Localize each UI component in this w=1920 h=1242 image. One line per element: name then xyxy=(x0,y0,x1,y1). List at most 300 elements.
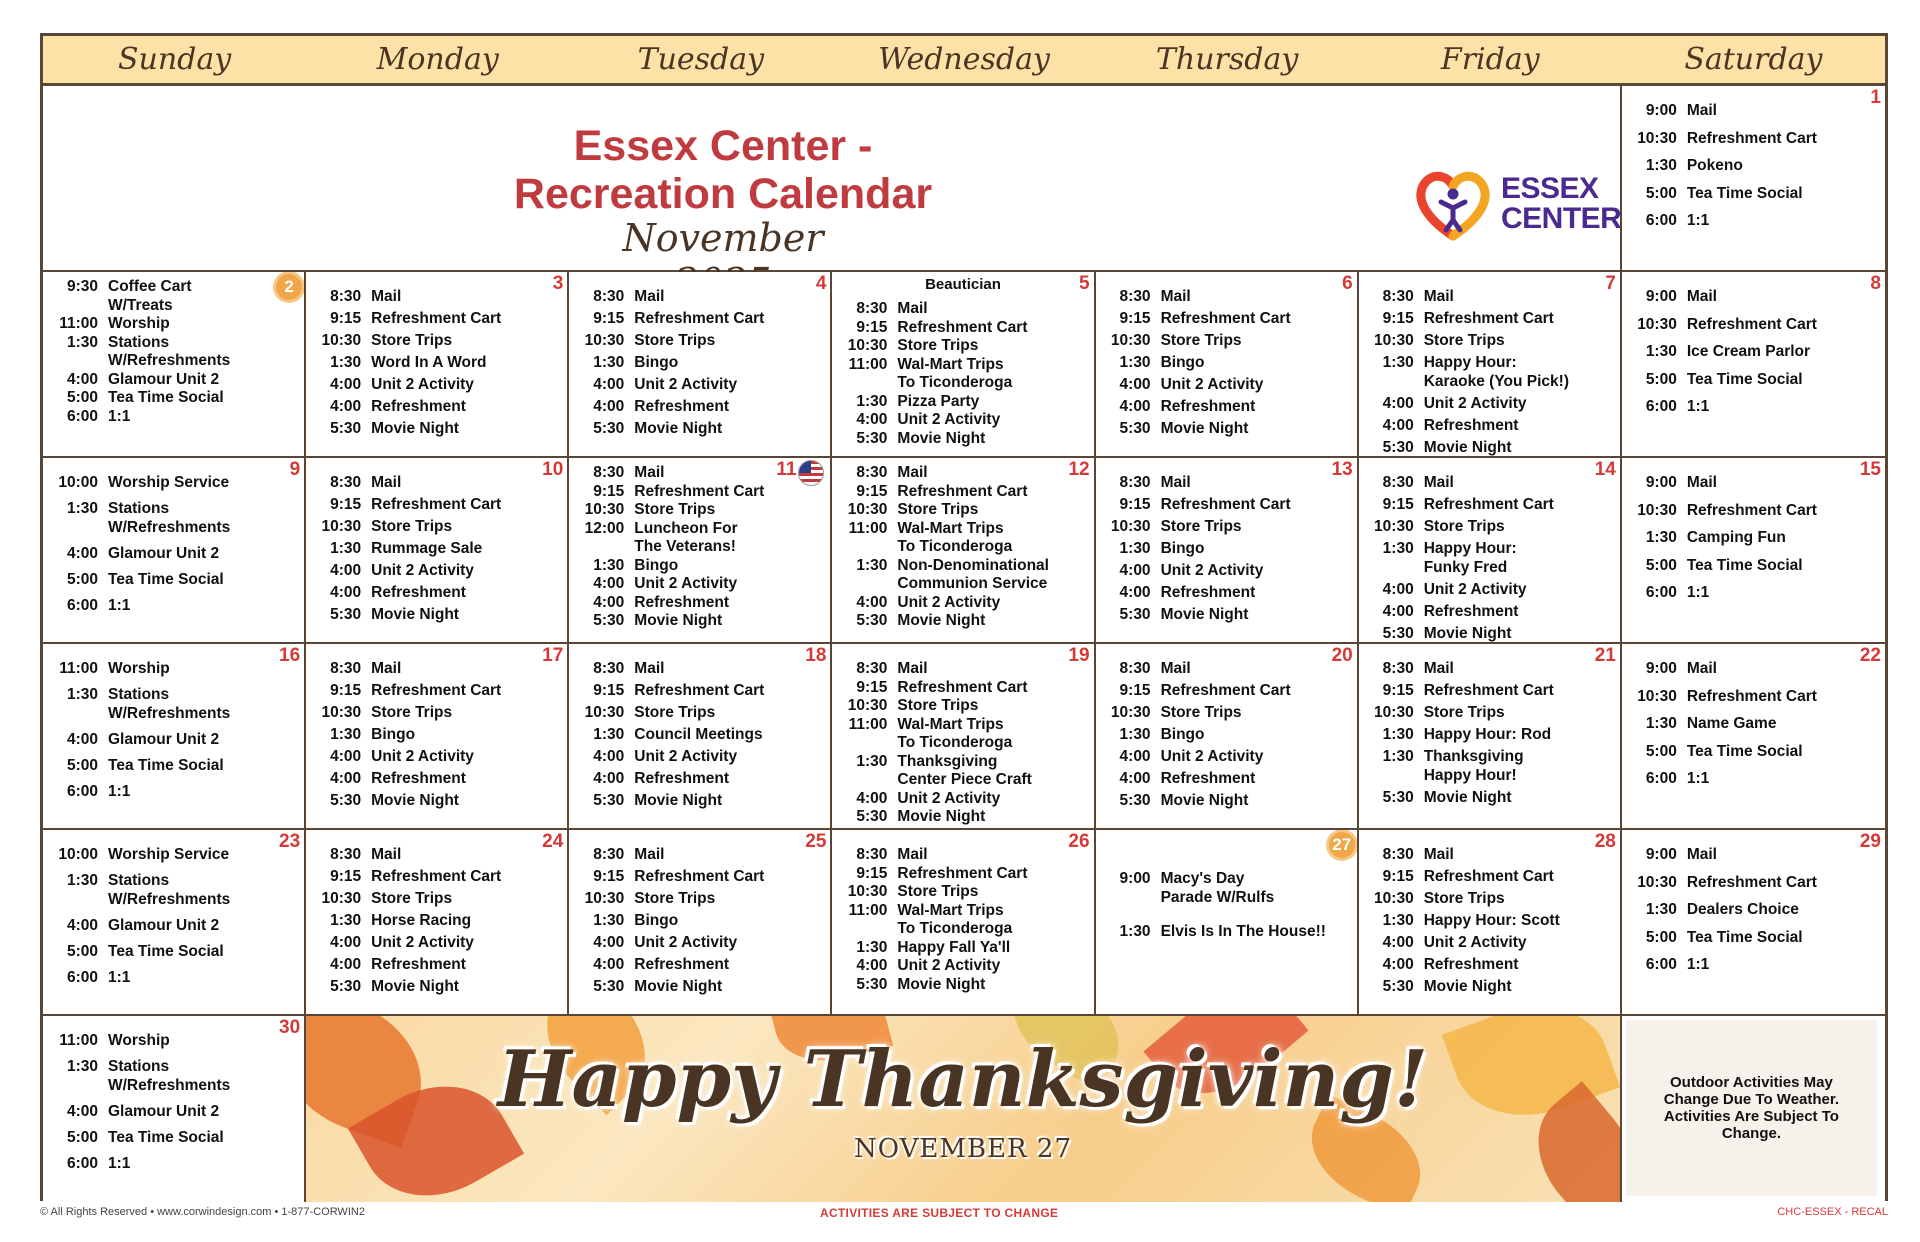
event-time: 4:00 xyxy=(593,398,625,415)
event-time: 4:00 xyxy=(1119,584,1151,601)
event-time: 11:00 xyxy=(848,715,888,733)
day-cell-25 xyxy=(569,830,832,1016)
date-number: 21 xyxy=(1594,645,1616,666)
event-time: 9:15 xyxy=(593,682,625,699)
event-name: Refreshment xyxy=(634,770,730,787)
event-time: 5:00 xyxy=(1645,928,1677,946)
event-name: Luncheon For The Veterans! xyxy=(634,519,738,555)
event-item xyxy=(1359,660,1620,679)
event-time: 4:00 xyxy=(856,593,888,611)
event-name: Bingo xyxy=(1160,540,1205,557)
event-item xyxy=(306,518,567,537)
title-line-2: Recreation Calendar xyxy=(513,170,933,218)
event-name: Refreshment Cart xyxy=(371,682,502,699)
event-item xyxy=(43,500,304,537)
event-item xyxy=(1359,934,1620,953)
event-item xyxy=(43,1129,304,1148)
event-name: Movie Night xyxy=(371,978,459,995)
event-list xyxy=(832,846,1093,994)
event-name: Unit 2 Activity xyxy=(371,934,474,951)
event-time: 4:00 xyxy=(593,934,625,951)
event-list xyxy=(1622,102,1885,231)
weather-notice: Outdoor Activities May Change Due To Weather. Activities Are Subject To Change. xyxy=(1626,1020,1877,1196)
event-time: 10:30 xyxy=(321,704,362,721)
event-item xyxy=(306,956,567,975)
event-name: Refreshment Cart xyxy=(1423,682,1554,699)
day-cell-18 xyxy=(569,644,832,830)
event-time: 1:30 xyxy=(330,354,362,371)
event-item xyxy=(1359,978,1620,997)
event-name: Refreshment Cart xyxy=(897,482,1028,500)
event-item xyxy=(569,934,830,953)
event-time: 8:30 xyxy=(330,288,362,305)
event-list xyxy=(1096,660,1357,811)
event-name: Movie Night xyxy=(371,792,459,809)
event-name: Thanksgiving Center Piece Craft xyxy=(897,752,1032,788)
event-name: 1:1 xyxy=(1686,212,1710,229)
event-item xyxy=(832,716,1093,753)
day-cell-14 xyxy=(1359,458,1622,644)
event-time: 10:30 xyxy=(1110,518,1151,535)
event-name: Unit 2 Activity xyxy=(1423,580,1527,598)
event-time: 1:30 xyxy=(1382,540,1414,557)
event-name: Store Trips xyxy=(1423,890,1505,907)
event-item xyxy=(1359,474,1620,493)
day-cell-15 xyxy=(1622,458,1885,644)
event-item xyxy=(43,731,304,750)
event-time: 9:15 xyxy=(1119,310,1151,327)
event-time: 9:15 xyxy=(593,482,625,500)
event-item xyxy=(569,612,830,631)
event-list xyxy=(1622,846,1885,975)
event-time: 8:30 xyxy=(856,846,888,863)
event-time: 10:30 xyxy=(847,501,888,518)
day-header-tuesday: Tuesday xyxy=(569,36,832,86)
event-item xyxy=(832,557,1093,594)
event-item xyxy=(832,356,1093,393)
event-item xyxy=(306,704,567,723)
event-name: Ice Cream Parlor xyxy=(1686,343,1811,360)
event-item xyxy=(1096,584,1357,603)
event-name: Unit 2 Activity xyxy=(371,748,474,765)
event-list xyxy=(306,474,567,625)
date-number: 22 xyxy=(1859,645,1881,666)
event-name: Refreshment Cart xyxy=(1686,501,1817,519)
event-item xyxy=(832,464,1093,483)
event-name: Refreshment Cart xyxy=(1686,129,1817,147)
event-time: 10:30 xyxy=(321,890,362,907)
event-name: Unit 2 Activity xyxy=(1160,748,1264,765)
event-name: Mail xyxy=(1160,288,1191,305)
event-time: 5:00 xyxy=(1645,370,1677,388)
event-name: 1:1 xyxy=(108,782,131,800)
event-time: 10:30 xyxy=(1637,873,1677,891)
event-time: 9:00 xyxy=(1645,288,1677,305)
event-name: Bingo xyxy=(371,726,416,743)
event-item xyxy=(1622,874,1885,893)
event-time: 4:00 xyxy=(1119,376,1151,393)
event-name: Worship xyxy=(108,1032,170,1049)
date-number: 12 xyxy=(1068,459,1090,480)
event-name: 1:1 xyxy=(1686,584,1710,601)
event-name: Mail xyxy=(1423,846,1454,863)
event-list xyxy=(832,464,1093,631)
event-item xyxy=(306,332,567,351)
event-time: 4:00 xyxy=(330,376,362,393)
event-item xyxy=(1622,502,1885,521)
event-name: Movie Night xyxy=(1160,606,1249,623)
event-name: Unit 2 Activity xyxy=(634,934,738,951)
event-time: 5:30 xyxy=(856,808,888,825)
event-name: Store Trips xyxy=(897,501,979,518)
event-item xyxy=(306,792,567,811)
event-name: Stations W/Refreshments xyxy=(108,872,231,908)
event-item xyxy=(832,846,1093,865)
event-name: Movie Night xyxy=(1423,788,1512,806)
event-time: 8:30 xyxy=(593,660,625,677)
event-time: 9:15 xyxy=(856,318,888,336)
event-name: Store Trips xyxy=(897,883,979,900)
event-time: 8:30 xyxy=(856,300,888,317)
event-name: Movie Night xyxy=(634,792,723,809)
event-time: 5:30 xyxy=(1119,606,1151,623)
event-time: 8:30 xyxy=(330,660,362,677)
event-time: 1:30 xyxy=(1645,157,1677,174)
event-item xyxy=(832,393,1093,412)
event-time: 1:30 xyxy=(593,556,625,574)
event-name: Refreshment Cart xyxy=(897,678,1028,696)
event-name: Unit 2 Activity xyxy=(1160,376,1264,393)
event-name: Refreshment Cart xyxy=(634,868,765,885)
event-item xyxy=(1622,316,1885,335)
event-name: Movie Night xyxy=(1423,978,1512,995)
event-time: 1:30 xyxy=(66,500,98,517)
event-time: 4:00 xyxy=(593,956,625,973)
event-name: Pokeno xyxy=(1686,157,1743,174)
event-name: Happy Fall Ya'll xyxy=(897,938,1011,956)
event-time: 1:30 xyxy=(593,726,625,743)
date-number: 20 xyxy=(1331,645,1353,666)
event-list xyxy=(1622,474,1885,603)
event-name: Refreshment Cart xyxy=(1686,873,1817,891)
day-header-monday: Monday xyxy=(306,36,569,86)
notice-panel xyxy=(1622,1016,1885,1202)
event-item xyxy=(832,660,1093,679)
event-name: Refreshment Cart xyxy=(1686,315,1817,333)
event-name: Store Trips xyxy=(634,890,716,907)
day-cell-13 xyxy=(1096,458,1359,644)
event-item xyxy=(1096,870,1357,907)
event-name: Camping Fun xyxy=(1686,529,1786,546)
event-time: 10:30 xyxy=(1374,518,1414,535)
event-name: Happy Hour: Rod xyxy=(1423,726,1552,743)
event-item xyxy=(1622,743,1885,762)
event-item xyxy=(1622,102,1885,121)
event-name: Unit 2 Activity xyxy=(371,562,474,579)
event-time: 10:30 xyxy=(584,501,625,518)
event-name: Store Trips xyxy=(1423,332,1505,349)
event-time: 10:30 xyxy=(847,883,888,900)
event-item xyxy=(1359,704,1620,723)
event-name: Elvis Is In The House!! xyxy=(1160,923,1326,940)
event-name: Movie Night xyxy=(897,975,986,993)
event-item xyxy=(1622,288,1885,307)
day-cell-16 xyxy=(43,644,306,830)
event-name: Store Trips xyxy=(1160,518,1242,535)
event-name: Tea Time Social xyxy=(1686,742,1803,760)
event-item xyxy=(1359,603,1620,622)
event-name: Happy Hour: Karaoke (You Pick!) xyxy=(1423,354,1569,390)
event-name: Refreshment xyxy=(1423,956,1519,973)
event-name: Stations W/Refreshments xyxy=(108,686,231,722)
event-item xyxy=(832,808,1093,827)
event-time: 9:15 xyxy=(330,868,362,885)
day-cell-17 xyxy=(306,644,569,830)
event-time: 10:30 xyxy=(1374,332,1414,349)
event-item xyxy=(306,288,567,307)
event-list xyxy=(1359,660,1620,807)
event-item xyxy=(1622,584,1885,603)
event-time: 5:00 xyxy=(1645,742,1677,760)
event-time: 6:00 xyxy=(1645,212,1677,229)
event-time: 9:00 xyxy=(1119,870,1151,887)
event-name: Mail xyxy=(1423,660,1454,677)
event-item xyxy=(1622,688,1885,707)
event-item xyxy=(832,957,1093,976)
event-time: 5:00 xyxy=(1645,556,1677,574)
event-name: Refreshment Cart xyxy=(897,864,1028,882)
event-time: 4:00 xyxy=(1382,956,1414,973)
event-item xyxy=(569,501,830,520)
date-number: 5 xyxy=(1078,273,1090,294)
event-name: Stations W/Refreshments xyxy=(108,333,231,369)
event-name: Movie Night xyxy=(634,978,723,995)
event-time: 1:30 xyxy=(1119,923,1151,940)
event-time: 1:30 xyxy=(66,686,98,703)
event-time: 4:00 xyxy=(330,748,362,765)
event-time: 9:00 xyxy=(1645,474,1677,491)
event-item xyxy=(569,354,830,373)
event-item xyxy=(569,956,830,975)
event-item xyxy=(569,594,830,613)
event-name: Mail xyxy=(897,846,928,863)
event-name: Glamour Unit 2 xyxy=(108,544,220,562)
event-time: 9:15 xyxy=(1382,310,1414,327)
event-time: 6:00 xyxy=(66,1154,98,1172)
event-time: 9:15 xyxy=(1382,868,1414,885)
thanksgiving-banner xyxy=(306,1016,1622,1202)
event-item xyxy=(1359,540,1620,577)
event-name: Thanksgiving Happy Hour! xyxy=(1423,748,1524,784)
event-item xyxy=(569,660,830,679)
event-time: 1:30 xyxy=(1119,726,1151,743)
event-item xyxy=(1359,439,1620,458)
event-item xyxy=(569,310,830,329)
event-time: 4:00 xyxy=(1119,562,1151,579)
event-name: Refreshment xyxy=(1160,584,1256,601)
event-time: 6:00 xyxy=(66,782,98,800)
event-name: Dealers Choice xyxy=(1686,901,1799,918)
event-time: 10:30 xyxy=(1110,332,1151,349)
event-item xyxy=(306,682,567,701)
event-name: 1:1 xyxy=(1686,956,1710,973)
footer-code: CHC-ESSEX - RECAL xyxy=(1777,1206,1888,1218)
event-name: Glamour Unit 2 xyxy=(108,916,220,934)
event-list xyxy=(569,660,830,811)
event-item xyxy=(1096,420,1357,439)
day-cell-1 xyxy=(1622,86,1885,272)
event-name: Store Trips xyxy=(634,704,716,721)
event-name: Unit 2 Activity xyxy=(634,376,738,393)
event-item xyxy=(1359,726,1620,745)
event-list xyxy=(1359,474,1620,643)
event-time: 5:00 xyxy=(66,942,98,960)
event-time: 1:30 xyxy=(330,912,362,929)
event-time: 1:30 xyxy=(1645,715,1677,732)
event-time: 5:30 xyxy=(593,612,625,629)
event-name: Store Trips xyxy=(634,501,716,518)
event-time: 5:30 xyxy=(1119,792,1151,809)
event-item xyxy=(1359,581,1620,600)
event-time: 6:00 xyxy=(66,968,98,986)
event-item xyxy=(1359,956,1620,975)
event-name: Mail xyxy=(371,474,402,491)
event-item xyxy=(306,890,567,909)
event-item xyxy=(569,726,830,745)
event-name: Coffee Cart W/Treats xyxy=(108,278,192,314)
event-name: Refreshment Cart xyxy=(1160,310,1291,327)
event-item xyxy=(306,540,567,559)
event-time: 11:00 xyxy=(848,519,888,537)
event-name: Refreshment xyxy=(634,593,730,611)
day-cell-23 xyxy=(43,830,306,1016)
event-time: 9:15 xyxy=(330,682,362,699)
event-name: Bingo xyxy=(634,912,679,929)
event-time: 10:30 xyxy=(1637,687,1677,705)
event-time: 1:30 xyxy=(593,912,625,929)
event-time: 5:00 xyxy=(66,1128,98,1146)
event-name: Refreshment Cart xyxy=(371,310,502,327)
event-name: Happy Hour: Funky Fred xyxy=(1423,540,1517,576)
event-item xyxy=(1096,562,1357,581)
event-name: Movie Night xyxy=(371,420,459,437)
event-name: Wal-Mart Trips To Ticonderoga xyxy=(897,715,1013,751)
event-name: Movie Night xyxy=(634,420,723,437)
event-item xyxy=(569,846,830,865)
event-item xyxy=(306,912,567,931)
event-name: Movie Night xyxy=(634,612,723,629)
event-time: 4:00 xyxy=(330,398,362,415)
event-list xyxy=(306,846,567,997)
event-item xyxy=(1622,846,1885,865)
event-item xyxy=(1096,660,1357,679)
event-time: 5:00 xyxy=(66,389,98,406)
event-name: Worship xyxy=(108,660,170,677)
event-name: Mail xyxy=(634,660,665,677)
day-cell-10 xyxy=(306,458,569,644)
event-name: Refreshment Cart xyxy=(634,682,765,699)
event-item xyxy=(1096,354,1357,373)
event-name: Refreshment xyxy=(1423,416,1519,434)
event-time: 10:30 xyxy=(1374,890,1414,907)
event-time: 4:00 xyxy=(1119,770,1151,787)
event-time: 9:15 xyxy=(1119,496,1151,513)
event-item xyxy=(306,606,567,625)
event-time: 9:15 xyxy=(593,310,625,327)
event-name: 1:1 xyxy=(108,407,131,425)
banner-title: Happy Thanksgiving! xyxy=(497,1034,1429,1125)
event-list xyxy=(1622,660,1885,789)
day-cell-26 xyxy=(832,830,1095,1016)
event-name: Bingo xyxy=(634,556,679,574)
date-number: 30 xyxy=(279,1017,301,1038)
event-name: Store Trips xyxy=(371,332,453,349)
event-name: 1:1 xyxy=(108,1154,131,1172)
event-item xyxy=(1359,846,1620,865)
event-name: Glamour Unit 2 xyxy=(108,730,220,748)
event-name: Tea Time Social xyxy=(108,1128,224,1146)
event-item xyxy=(43,371,304,390)
event-item xyxy=(1359,496,1620,515)
day-cell-22 xyxy=(1622,644,1885,830)
event-name: Store Trips xyxy=(897,337,979,354)
event-name: Mail xyxy=(634,288,665,305)
event-item xyxy=(832,679,1093,698)
event-item xyxy=(832,430,1093,449)
event-name: Refreshment Cart xyxy=(897,318,1028,336)
event-list xyxy=(43,474,304,615)
event-list xyxy=(1359,288,1620,457)
event-item xyxy=(1096,332,1357,351)
event-time: 5:00 xyxy=(1645,184,1677,202)
event-list xyxy=(569,288,830,439)
event-item xyxy=(1359,868,1620,887)
event-name: Tea Time Social xyxy=(1686,184,1803,202)
event-time: 6:00 xyxy=(1645,584,1677,601)
event-time: 9:30 xyxy=(66,278,98,295)
event-item xyxy=(832,300,1093,319)
day-cell-20 xyxy=(1096,644,1359,830)
event-name: Movie Night xyxy=(1160,420,1249,437)
event-item xyxy=(1622,371,1885,390)
event-item xyxy=(832,594,1093,613)
event-time: 5:30 xyxy=(856,612,888,629)
event-item xyxy=(1622,557,1885,576)
event-time: 9:15 xyxy=(1119,682,1151,699)
event-list xyxy=(1096,288,1357,439)
day-cell-9 xyxy=(43,458,306,644)
event-name: Movie Night xyxy=(897,612,986,629)
event-item xyxy=(43,757,304,776)
event-name: Tea Time Social xyxy=(108,942,224,960)
event-name: Refreshment Cart xyxy=(1160,682,1291,699)
event-time: 9:00 xyxy=(1645,660,1677,677)
event-time: 5:30 xyxy=(330,792,362,809)
event-name: Name Game xyxy=(1686,715,1777,732)
event-item xyxy=(306,420,567,439)
event-name: Worship Service xyxy=(108,474,230,491)
event-list xyxy=(306,288,567,439)
event-name: Refreshment Cart xyxy=(371,496,502,513)
event-item xyxy=(1359,789,1620,808)
event-name: Glamour Unit 2 xyxy=(108,1102,220,1120)
event-name: Refreshment xyxy=(1160,770,1256,787)
event-time: 5:30 xyxy=(330,978,362,995)
event-item xyxy=(306,748,567,767)
date-number: 27 xyxy=(1329,832,1355,858)
event-item xyxy=(1622,929,1885,948)
event-time: 1:30 xyxy=(1382,726,1414,743)
